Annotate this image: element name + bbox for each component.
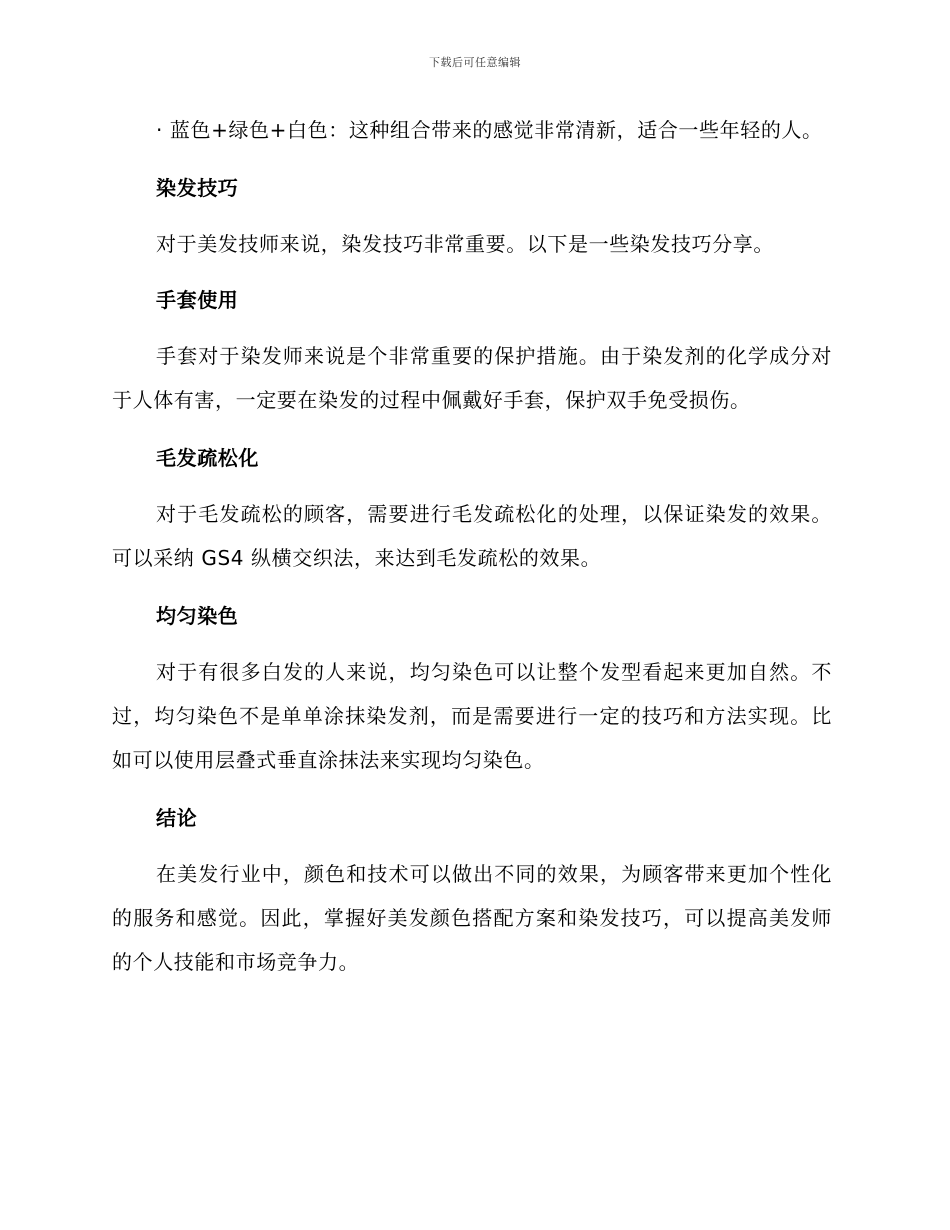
heading-hair-loosening: 毛发疏松化 (156, 446, 259, 470)
paragraph-conclusion: 在美发行业中，颜色和技术可以做出不同的效果，为顾客带来更加个性化的服务和感觉。因此，掌握好美发颜色搭配方案和染发技巧，可以提高美发师的个人技能和市场竞争力。 (112, 862, 832, 974)
heading-dye-techniques: 染发技巧 (156, 176, 239, 200)
heading-even-coloring: 均匀染色 (156, 604, 239, 628)
paragraph-glove-use: 手套对于染发师来说是个非常重要的保护措施。由于染发剂的化学成分对于人体有害，一定要在染发的过程中佩戴好手套，保护双手免受损伤。 (112, 344, 832, 412)
paragraph-even-coloring: 对于有很多白发的人来说，均匀染色可以让整个发型看起来更加自然。不过，均匀染色不是单单涂抹染发剂，而是需要进行一定的技巧和方法实现。比如可以使用层叠式垂直涂抹法来实现均匀染色。 (112, 660, 832, 772)
paragraph-hair-loosening: 对于毛发疏松的顾客，需要进行毛发疏松化的处理，以保证染发的效果。可以采纳 GS4 纵横交织法，来达到毛发疏松的效果。 (112, 502, 832, 570)
heading-glove-use: 手套使用 (156, 288, 239, 312)
paragraph-dye-techniques-intro: 对于美发技师来说，染发技巧非常重要。以下是一些染发技巧分享。 (156, 232, 774, 256)
header-note: 下载后可任意编辑 (429, 56, 521, 69)
heading-conclusion: 结论 (156, 806, 198, 830)
document-body (112, 108, 832, 984)
paragraph-color-combo: · 蓝色+绿色+白色：这种组合带来的感觉非常清新，适合一些年轻的人。 (156, 118, 823, 142)
